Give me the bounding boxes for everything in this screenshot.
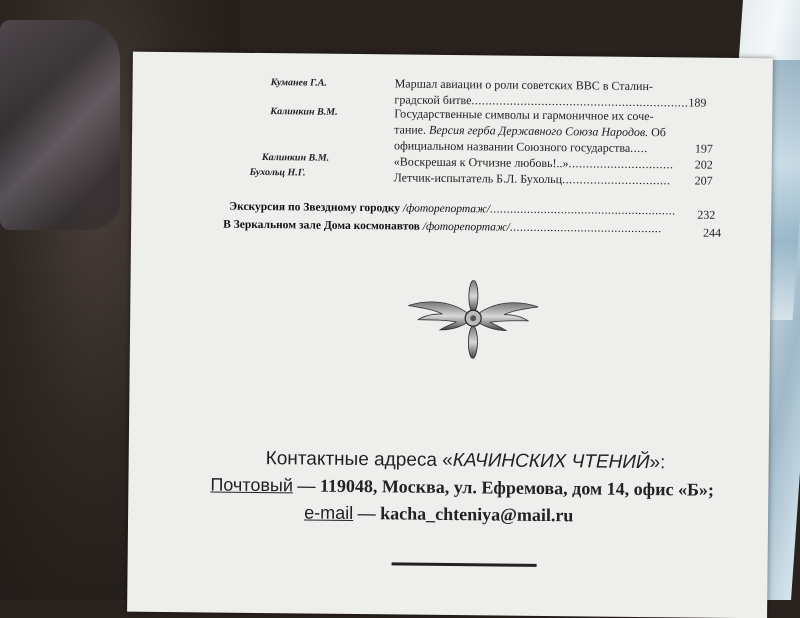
toc-entry-title: официальном названии Союзного государства.....	[393, 138, 648, 156]
plastic-bag	[0, 20, 120, 230]
toc-page-number: 197	[694, 141, 714, 156]
toc-entry-title: Летчик-испытатель Б.Л. Бухольц...............................	[393, 170, 671, 188]
toc-report: Экскурсия по Звездному городку /фоторепортаж/.......................................................	[229, 200, 676, 218]
toc-author: Калинкин В.М.	[261, 152, 330, 164]
winged-propeller-icon	[408, 280, 539, 361]
toc-entry-title: Маршал авиации о роли советских ВВС в Сталин-	[394, 76, 654, 94]
toc-page-number: 244	[703, 225, 722, 240]
divider-line	[392, 562, 537, 567]
toc-page-number: 202	[694, 157, 713, 172]
email-value: — kacha_chteniya@mail.ru	[357, 503, 574, 526]
postal-value: — 119048, Москва, ул. Ефремова, дом 14, офис «Б»;	[297, 475, 715, 500]
toc-page-number: 189	[688, 95, 707, 110]
toc-author: Калинкин В.М.	[270, 106, 338, 118]
toc-entry-title: тание. Версия герба Державного Союза Народов. Об	[394, 122, 667, 140]
toc-report: В Зеркальном зале Дома космонавтов /фоторепортаж/.............................................	[223, 218, 662, 236]
contacts-title: Контактные адреса «КАЧИНСКИХ ЧТЕНИЙ»:	[265, 448, 666, 474]
toc-page-number: 232	[697, 207, 716, 222]
email-address	[304, 502, 573, 526]
toc-author: Куманев Г.А.	[270, 77, 328, 89]
toc-entry-title: «Воскрешая к Отчизне любовь!..»..............................	[393, 154, 674, 172]
toc-author: Бухольц Н.Г.	[249, 166, 306, 179]
email-label: e-mail	[304, 502, 354, 523]
book-page	[127, 52, 773, 618]
postal-label: Почтовый	[210, 474, 294, 496]
toc-entry-title: градской битве..............................................................	[394, 92, 689, 110]
toc-page-number: 207	[694, 173, 713, 188]
postal-address	[210, 474, 714, 500]
toc-entry-title: Государственные символы и гармоничное их соче-	[394, 106, 654, 124]
